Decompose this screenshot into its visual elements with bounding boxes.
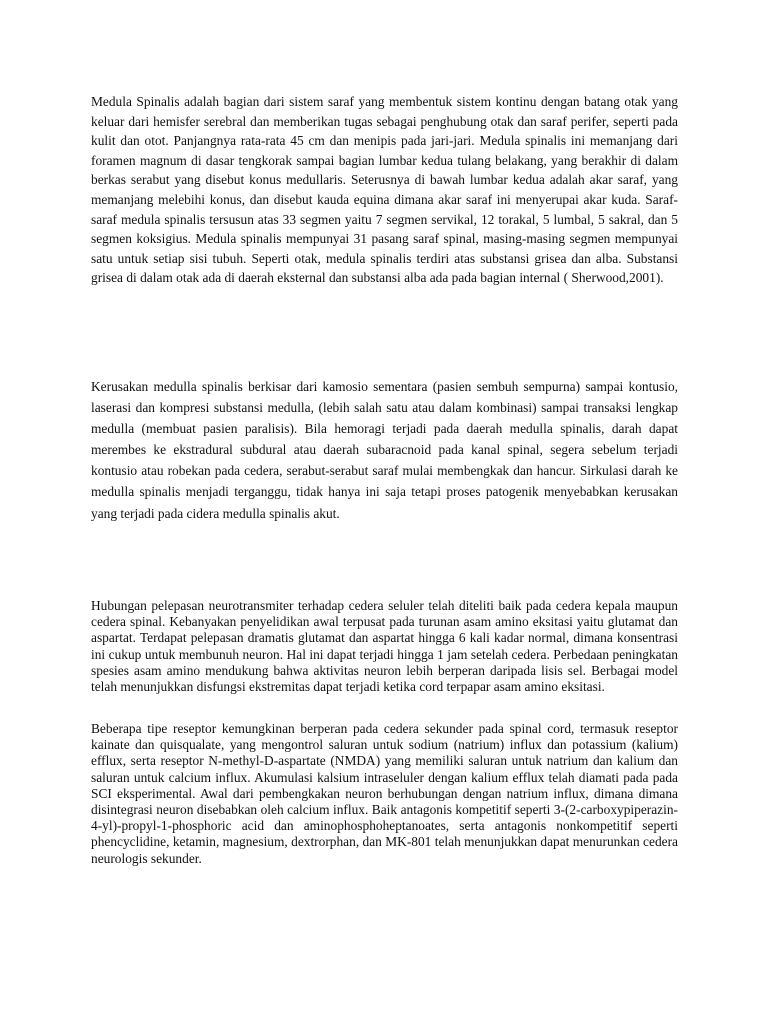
paragraph-kerusakan-medulla: Kerusakan medulla spinalis berkisar dari kamosio sementara (pasien sembuh sempurna) sampai kontusio, laserasi dan kompresi substansi medulla, (lebih salah satu atau dalam kombinasi) sampai transaksi lengkap medulla (membuat pasien paralisis). Bila hemoragi terjadi pada daerah medulla spinalis, darah dapat merembes ke ekstradural subdural atau daerah subaracnoid pada kanal spinal, segera sebelum terjadi kontusio atau robekan pada cedera, serabut-serabut saraf mulai membengkak dan hancur. Sirkulasi darah ke medulla spinalis menjadi terganggu, tidak hanya ini saja tetapi proses patogenik menyebabkan kerusakan yang terjadi pada cidera medulla spinalis akut.	[91, 379, 678, 521]
paragraph-medula-spinalis: Medula Spinalis adalah bagian dari sistem saraf yang membentuk sistem kontinu dengan batang otak yang keluar dari hemisfer serebral dan memberikan tugas sebagai penghubung otak dan saraf perifer, seperti pada kulit dan otot. Panjangnya rata-rata 45 cm dan menipis pada jari-jari. Medula spinalis ini memanjang dari foramen magnum di dasar tengkorak sampai bagian lumbar kedua tulang belakang, yang berakhir di dalam berkas serabut yang disebut konus medullaris. Seterusnya di bawah lumbar kedua adalah akar saraf, yang memanjang melebihi konus, dan disebut kauda equina dimana akar saraf ini menyerupai akar kuda. Saraf-saraf medula spinalis tersusun atas 33 segmen yaitu 7 segmen servikal, 12 torakal, 5 lumbal, 5 sakral, dan 5 segmen koksigius. Medula spinalis mempunyai 31 pasang saraf spinal, masing-masing segmen mempunyai satu untuk setiap sisi tubuh. Seperti otak, medula spinalis terdiri atas substansi grisea dan alba. Substansi grisea di dalam otak ada di daerah eksternal dan substansi alba ada pada bagian internal ( Sherwood,2001).	[91, 94, 678, 286]
paragraph-neurotransmiter: Hubungan pelepasan neurotransmiter terhadap cedera seluler telah diteliti baik pada cedera kepala maupun cedera spinal. Kebanyakan penyelidikan awal terpusat pada turunan asam amino eksitasi yaitu glutamat dan aspartat. Terdapat pelepasan dramatis glutamat dan aspartat hingga 6 kali kadar normal, dimana konsentrasi ini cukup untuk membunuh neuron. Hal ini dapat terjadi hingga 1 jam setelah cedera. Perbedaan peningkatan spesies asam amino mendukung bahwa aktivitas neuron lebih berperan daripada lisis sel. Berbagai model telah menunjukkan disfungsi ekstremitas dapat terjadi ketika cord terpapar asam amino eksitasi.	[91, 598, 678, 695]
paragraph-reseptor: Beberapa tipe reseptor kemungkinan berperan pada cedera sekunder pada spinal cord, termasuk reseptor kainate dan quisqualate, yang mengontrol saluran untuk sodium (natrium) influx dan potassium (kalium) efflux, serta reseptor N-methyl-D-aspartate (NMDA) yang memiliki saluran untuk natrium dan kalium dan saluran untuk calcium influx. Akumulasi kalsium intraseluler dengan kalium efflux telah diamati pada pada SCI eksperimental. Awal dari pembengkakan neuron berhubungan dengan natrium influx, dimana dimana disintegrasi neuron disebabkan oleh calcium influx. Baik antagonis kompetitif seperti 3-(2-carboxypiperazin-4-yl)-propyl-1-phosphoric acid dan aminophosphoheptanoates, serta antagonis nonkompetitif seperti phencyclidine, ketamin, magnesium, dextrorphan, dan MK-801 telah menunjukkan dapat menurunkan cedera neurologis sekunder.	[91, 721, 678, 866]
